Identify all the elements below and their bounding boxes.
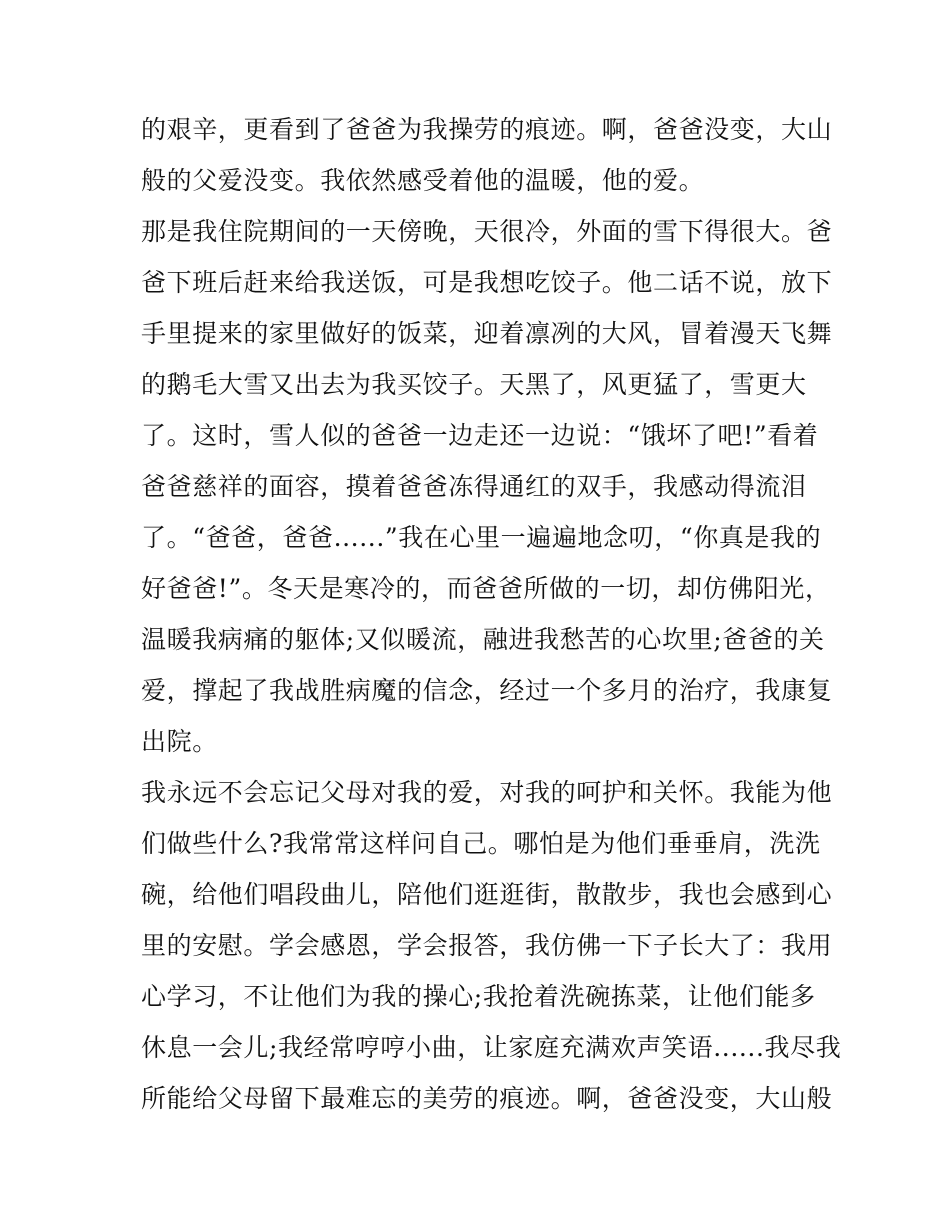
text-line: 手里提来的家里做好的饭菜，迎着凛冽的大风，冒着漫天飞舞 <box>141 319 833 348</box>
text-line: 休息一会儿;我经常哼哼小曲，让家庭充满欢声笑语......我尽我 <box>141 1033 842 1062</box>
text-line: 温暖我病痛的躯体;又似暖流，融进我愁苦的心坎里;爸爸的关 <box>141 625 825 654</box>
text-line: 们做些什么?我常常这样问自己。哪怕是为他们垂垂肩，洗洗 <box>141 829 821 858</box>
text-line: 了。“爸爸，爸爸......”我在心里一遍遍地念叨，“你真是我的 <box>141 523 822 552</box>
text-line: 的鹅毛大雪又出去为我买饺子。天黑了，风更猛了，雪更大 <box>141 370 807 399</box>
text-line: 碗，给他们唱段曲儿，陪他们逛逛街，散散步，我也会感到心 <box>141 880 833 909</box>
text-line: 爱，撑起了我战胜病魔的信念，经过一个多月的治疗，我康复 <box>141 676 833 705</box>
text-line: 了。这时，雪人似的爸爸一边走还一边说：“饿坏了吧!”看着 <box>141 421 819 450</box>
text-line: 那是我住院期间的一天傍晚，天很冷，外面的雪下得很大。爸 <box>141 217 833 246</box>
text-line: 心学习，不让他们为我的操心;我抢着洗碗拣菜，让他们能多 <box>141 982 816 1011</box>
text-line: 里的安慰。学会感恩，学会报答，我仿佛一下子长大了：我用 <box>141 931 833 960</box>
text-line: 所能给父母留下最难忘的美劳的痕迹。啊，爸爸没变，大山般 <box>141 1084 833 1113</box>
document-body-text <box>141 104 842 1124</box>
text-line: 爸爸慈祥的面容，摸着爸爸冻得通红的双手，我感动得流泪 <box>141 472 807 501</box>
text-line: 爸下班后赶来给我送饭，可是我想吃饺子。他二话不说，放下 <box>141 268 833 297</box>
text-line: 好爸爸!”。冬天是寒冷的，而爸爸所做的一切，却仿佛阳光， <box>141 574 831 603</box>
text-line: 般的父爱没变。我依然感受着他的温暖，他的爱。 <box>141 166 705 195</box>
text-line: 我永远不会忘记父母对我的爱，对我的呵护和关怀。我能为他 <box>141 778 833 807</box>
text-line: 的艰辛，更看到了爸爸为我操劳的痕迹。啊，爸爸没变，大山 <box>141 115 833 144</box>
text-line: 出院。 <box>141 727 218 756</box>
